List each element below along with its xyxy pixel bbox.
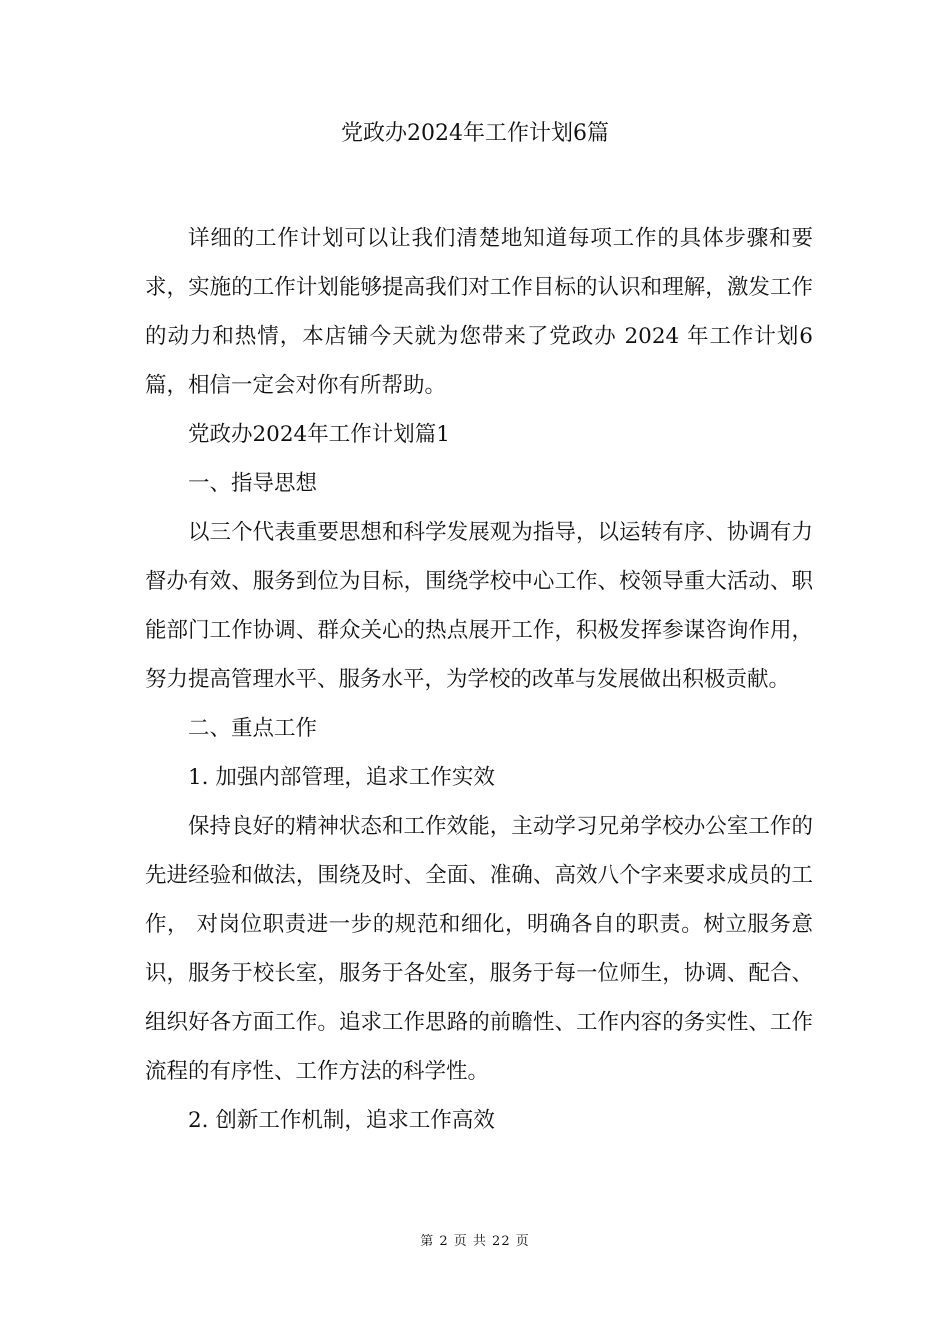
page-footer: 第 2 页 共 22 页 [420,1234,530,1249]
paragraph-internal-management: 保持良好的精神状态和工作效能，主动学习兄弟学校办公室工作的先进经验和做法，围绕及时、全面、准确、高效八个字来要求成员的工作， 对岗位职责进一步的规范和细化，明确各自的职责。树立服务意识，服务于校长室，服务于各处室，服务于每一位师生，协调、配合、组织好各方面工作。追求工作思路的前瞻性、工作内容的务实性、工作流程的有序性、工作方法的科学性。 [145,814,813,1084]
document-title: 党政办2024年工作计划6篇 [341,121,609,146]
subheading-internal-management: 1. 加强内部管理，追求工作实效 [188,765,495,790]
heading-guiding-ideology: 一、指导思想 [188,471,318,496]
intro-paragraph: 详细的工作计划可以让我们清楚地知道每项工作的具体步骤和要求，实施的工作计划能够提高我们对工作目标的认识和理解，激发工作的动力和热情，本店铺今天就为您带来了党政办 2024 年工作计划6篇，相信一定会对你有所帮助。 [145,226,813,398]
heading-key-work: 二、重点工作 [188,716,318,741]
section-title: 党政办2024年工作计划篇1 [188,422,450,447]
subheading-work-mechanism: 2. 创新工作机制，追求工作高效 [188,1108,495,1133]
document-body [145,214,813,1145]
paragraph-guiding-ideology: 以三个代表重要思想和科学发展观为指导，以运转有序、协调有力 督办有效、服务到位为目标，围绕学校中心工作、校领导重大活动、职能部门工作协调、群众关心的热点展开工作，积极发挥参谋咨询作用，努力提高管理水平、服务水平，为学校的改革与发展做出积极贡献。 [145,520,813,692]
